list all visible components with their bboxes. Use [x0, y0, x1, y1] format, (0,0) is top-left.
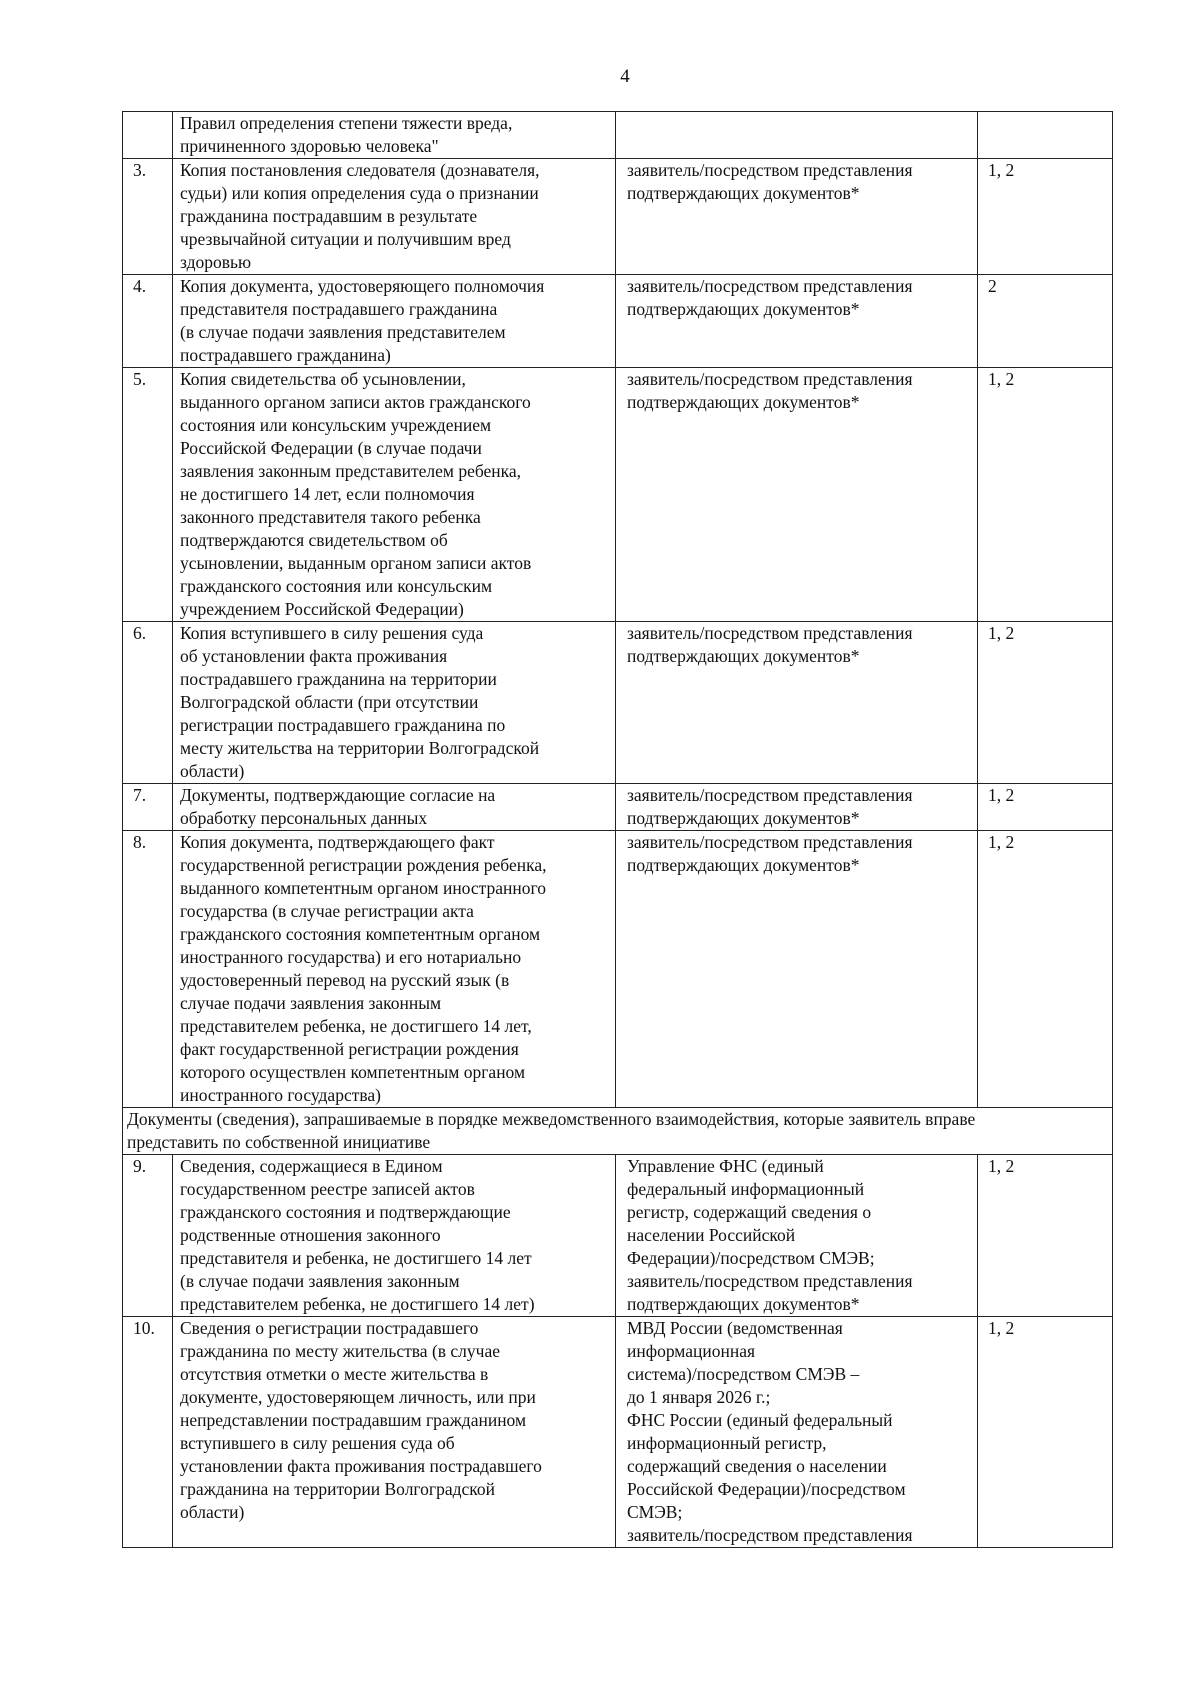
document-level	[978, 112, 1113, 159]
documents-table	[122, 111, 1113, 1548]
document-name: Сведения, содержащиеся в Едином государственном реестре записей актов гражданского состояния и подтверждающие родственные отношения законного представителя и ребенка, не достигшего 14 лет (в случае подачи заявления законным представителем ребенка, не достигшего 14 лет)	[173, 1155, 616, 1317]
document-level: 1, 2	[978, 622, 1113, 784]
document-name: Копия вступившего в силу решения суда об установлении факта проживания пострадавшего гражданина на территории Волгоградской области (при отсутствии регистрации пострадавшего гражданина по месту жительства на территории Волгоградской области)	[173, 622, 616, 784]
row-number: 9.	[123, 1155, 173, 1317]
document-source: заявитель/посредством представления подтверждающих документов*	[616, 368, 978, 622]
table-row	[123, 112, 1113, 159]
table-row	[123, 622, 1113, 784]
document-source: заявитель/посредством представления подтверждающих документов*	[616, 159, 978, 275]
section-heading-row	[123, 1108, 1113, 1155]
document-level: 1, 2	[978, 784, 1113, 831]
document-level: 1, 2	[978, 1155, 1113, 1317]
document-source: заявитель/посредством представления подтверждающих документов*	[616, 784, 978, 831]
document-level: 2	[978, 275, 1113, 368]
table-row	[123, 159, 1113, 275]
document-name: Копия документа, удостоверяющего полномочия представителя пострадавшего гражданина (в случае подачи заявления представителем пострадавшего гражданина)	[173, 275, 616, 368]
document-level: 1, 2	[978, 1317, 1113, 1548]
document-level: 1, 2	[978, 368, 1113, 622]
row-number: 10.	[123, 1317, 173, 1548]
row-number: 6.	[123, 622, 173, 784]
document-level: 1, 2	[978, 831, 1113, 1108]
table-row	[123, 1155, 1113, 1317]
page-number: 4	[620, 66, 630, 87]
document-source: Управление ФНС (единый федеральный информационный регистр, содержащий сведения о населении Российской Федерации)/посредством СМЭВ; заявитель/посредством представления подтверждающих документов*	[616, 1155, 978, 1317]
document-name: Копия документа, подтверждающего факт государственной регистрации рождения ребенка, выданного компетентным органом иностранного государства (в случае регистрации акта гражданского состояния компетентным органом иностранного государства) и его нотариально удостоверенный перевод на русский язык (в случае подачи заявления законным представителем ребенка, не достигшего 14 лет, факт государственной регистрации рождения которого осуществлен компетентным органом иностранного государства)	[173, 831, 616, 1108]
document-source: заявитель/посредством представления подтверждающих документов*	[616, 831, 978, 1108]
document-name: Документы, подтверждающие согласие на обработку персональных данных	[173, 784, 616, 831]
document-level: 1, 2	[978, 159, 1113, 275]
row-number: 3.	[123, 159, 173, 275]
row-number	[123, 112, 173, 159]
row-number: 8.	[123, 831, 173, 1108]
row-number: 7.	[123, 784, 173, 831]
table-row	[123, 1317, 1113, 1548]
document-source: заявитель/посредством представления подтверждающих документов*	[616, 622, 978, 784]
table-row	[123, 368, 1113, 622]
document-name: Копия свидетельства об усыновлении, выданного органом записи актов гражданского состояния или консульским учреждением Российской Федерации (в случае подачи заявления законным представителем ребенка, не достигшего 14 лет, если полномочия законного представителя такого ребенка подтверждаются свидетельством об усыновлении, выданным органом записи актов гражданского состояния или консульским учреждением Российской Федерации)	[173, 368, 616, 622]
section-heading: Документы (сведения), запрашиваемые в порядке межведомственного взаимодействия, которые заявитель вправе представить по собственной инициативе	[123, 1108, 1113, 1155]
table-row	[123, 831, 1113, 1108]
row-number: 5.	[123, 368, 173, 622]
table-row	[123, 784, 1113, 831]
row-number: 4.	[123, 275, 173, 368]
document-source	[616, 112, 978, 159]
document-name: Правил определения степени тяжести вреда, причиненного здоровью человека"	[173, 112, 616, 159]
document-source: заявитель/посредством представления подтверждающих документов*	[616, 275, 978, 368]
document-name: Сведения о регистрации пострадавшего гражданина по месту жительства (в случае отсутствия отметки о месте жительства в документе, удостоверяющем личность, или при непредставлении пострадавшим гражданином вступившего в силу решения суда об установлении факта проживания пострадавшего гражданина на территории Волгоградской области)	[173, 1317, 616, 1548]
table-row	[123, 275, 1113, 368]
document-source: МВД России (ведомственная информационная система)/посредством СМЭВ – до 1 января 2026 г.; ФНС России (единый федеральный информационный регистр, содержащий сведения о населении Российской Федерации)/посредством СМЭВ; заявитель/посредством представления	[616, 1317, 978, 1548]
document-name: Копия постановления следователя (дознавателя, судьи) или копия определения суда о признании гражданина пострадавшим в результате чрезвычайной ситуации и получившим вред здоровью	[173, 159, 616, 275]
